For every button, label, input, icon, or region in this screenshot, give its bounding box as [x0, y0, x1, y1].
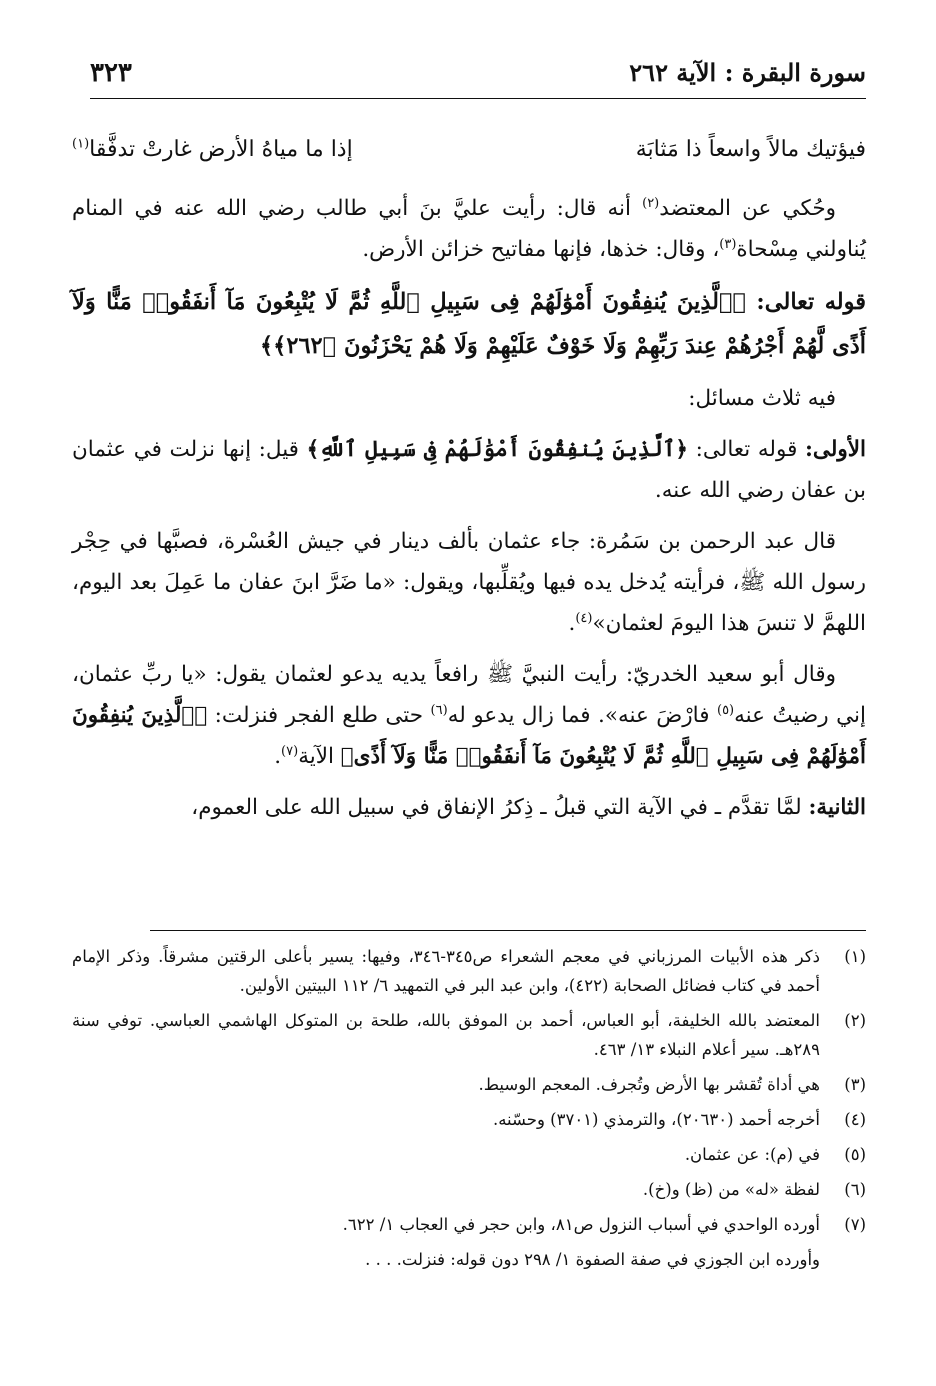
footnote-continuation: وأورده ابن الجوزي في صفة الصفوة ١/ ٢٩٨ دون قوله: فنزلت. . . .: [365, 1250, 820, 1269]
issue-heading: الثانية:: [808, 795, 866, 820]
paragraph-text: قال عبد الرحمن بن سَمُرة: جاء عثمان بألف دينار في جيش العُسْرة، فصبَّها في حِجْر رسول الله ﷺ، فرأيته يُدخل يده فيها ويُقلِّبها، ويقول: «ما ضَرَّ ابنَ عفان ما عَمِلَ بعد اليوم، اللهمَّ لا تنسَ هذا اليومَ لعثمان»: [72, 529, 866, 636]
verse-left-text: إذا ما مياهُ الأرض غارتْ تدفَّقا: [89, 137, 353, 162]
paragraph-text: لمَّا تقدَّم ـ في الآية التي قبلُ ـ ذِكرُ الإنفاق في سبيل الله على العموم،: [191, 795, 809, 820]
footnote-text: هي أداة تُقشر بها الأرض وتُجرف. المعجم الوسيط.: [478, 1075, 820, 1094]
footnote: [72, 1140, 866, 1169]
paragraph-text: قوله تعالى:: [688, 437, 805, 462]
footnote-number: (٦): [844, 1180, 866, 1199]
main-text: [72, 130, 866, 838]
footnote: [72, 1175, 866, 1204]
footnote-ref: (٥): [716, 702, 735, 718]
footnote-text: أخرجه أحمد (٢٠٦٣٠)، والترمذي (٣٧٠١) وحسّنه.: [492, 1110, 820, 1129]
footnote-ref: (٦): [430, 702, 448, 718]
paragraph-text: .: [274, 744, 282, 769]
paragraph-khudri: [72, 654, 866, 777]
paragraph-quran-verse: [72, 280, 866, 368]
paragraph-text: أنه قال: رأيت عليَّ بنَ أبي طالب رضي الله عنه في المنام يُناولني مِسْحاة: [72, 196, 866, 262]
page-header: [90, 58, 866, 94]
issue-heading: الأولى:: [804, 437, 867, 462]
paragraph-issues: فيه ثلاث مسائل:: [688, 386, 836, 411]
footnote-text: في (م): عن عثمان.: [684, 1145, 820, 1164]
page-number: ٣٢٣: [90, 58, 132, 88]
footnote: [72, 1105, 866, 1134]
footnote-text: ذكر هذه الأبيات المرزباني في معجم الشعراء ص٣٤٥-٣٤٦، وفيها: يسير بأعلى الرقتين مشرقاً. وذكر الإمام أحمد في كتاب فضائل الصحابة (٤٢٢)، وابن عبد البر في التمهيد ٦/ ١١٢ البيتين الأولين.: [72, 947, 820, 995]
footnote: [72, 942, 866, 1000]
footnote: [72, 1070, 866, 1099]
footnote-number: (٣): [844, 1075, 866, 1094]
paragraph-text: حتى طلع الفجر فنزلت:: [207, 703, 431, 728]
footnote-number: (٢): [844, 1011, 866, 1030]
verse-right-hemistich: فيؤتيك مالاً واسعاً ذا مَثابَة: [635, 137, 866, 162]
quran-text: ﴿ٱلَّذِينَ يُنفِقُونَ أَمْوَٰلَهُمْ فِى سَبِيلِ ٱللَّهِ﴾: [306, 437, 689, 462]
paragraph-text: الآية: [298, 744, 341, 769]
paragraph-text: وقال أبو سعيد الخدريّ: رأيت النبيَّ ﷺ رافعاً يديه يدعو لعثمان يقول: «يا ربِّ عثمان، إني رضيتُ عنه: [72, 662, 866, 728]
footnote-text: أورده الواحدي في أسباب النزول ص٨١، وابن حجر في العجاب ١/ ٦٢٢.: [342, 1215, 820, 1234]
running-title: سورة البقرة : الآية ٢٦٢: [629, 58, 866, 87]
footnote-number: (٧): [844, 1215, 866, 1234]
paragraph-first-issue: [72, 429, 866, 511]
paragraph-text: .: [568, 611, 576, 636]
footnote: [72, 1210, 866, 1239]
paragraph-samura: [72, 521, 866, 644]
verse-lead: قوله تعالى:: [746, 289, 866, 315]
footnote-number: (٥): [844, 1145, 866, 1164]
footnote-number: (١): [844, 947, 866, 966]
paragraph-second-issue: [72, 787, 866, 828]
paragraph-text: وحُكي عن المعتضد: [659, 196, 836, 221]
footnote-text: المعتضد بالله الخليفة، أبو العباس، أحمد بن الموفق بالله، طلحة بن المتوكل الهاشمي العباسي. توفي سنة ٢٨٩هـ. سير أعلام النبلاء ١٣/ ٤٦٣.: [72, 1011, 820, 1059]
footnote-divider: [150, 930, 866, 931]
footnote: [72, 1006, 866, 1064]
footnote-ref: (١): [72, 136, 90, 152]
footnote-ref: (٢): [642, 195, 660, 211]
footnote-ref: (٤): [575, 610, 593, 626]
poetry-verse: [72, 130, 866, 170]
footnote-text: لفظة «له» من (ظ) و(خ).: [642, 1180, 820, 1199]
footnotes: [72, 942, 866, 1274]
header-divider: [90, 98, 866, 99]
paragraph-text: ، وقال: خذها، فإنها مفاتيح خزائن الأرض.: [362, 237, 720, 262]
footnote-ref: (٣): [719, 236, 737, 252]
quran-text: ﴿ٱلَّذِينَ يُنفِقُونَ أَمْوَٰلَهُمْ فِى سَبِيلِ ٱللَّهِ ثُمَّ لَا يُتْبِعُونَ مَآ أَنفَقُوا۟ مَنًّا وَلَآ أَذًى لَّهُمْ أَجْرُهُمْ عِندَ رَبِّهِمْ وَلَا خَوْفٌ عَلَيْهِمْ وَلَا هُمْ يَحْزَنُونَ ﴿٢٦٢﴾﴾: [72, 289, 866, 359]
footnote-ref: (٧): [281, 743, 299, 759]
quran-text: ﴿ٱلَّذِينَ يُنفِقُونَ أَمْوَٰلَهُمْ فِى سَبِيلِ ٱللَّهِ ثُمَّ لَا يُتْبِعُونَ مَآ أَنفَقُوا۟ مَنًّا وَلَآ أَذًى﴾: [72, 703, 866, 769]
verse-left-hemistich: [72, 130, 353, 170]
footnote-number: (٤): [844, 1110, 866, 1129]
paragraph-text: فارْضَ عنه». فما زال يدعو له: [447, 703, 717, 728]
paragraph-mutadid: [72, 188, 866, 270]
paragraph-text: قيل: إنها نزلت في عثمان بن عفان رضي الله عنه.: [72, 437, 866, 503]
